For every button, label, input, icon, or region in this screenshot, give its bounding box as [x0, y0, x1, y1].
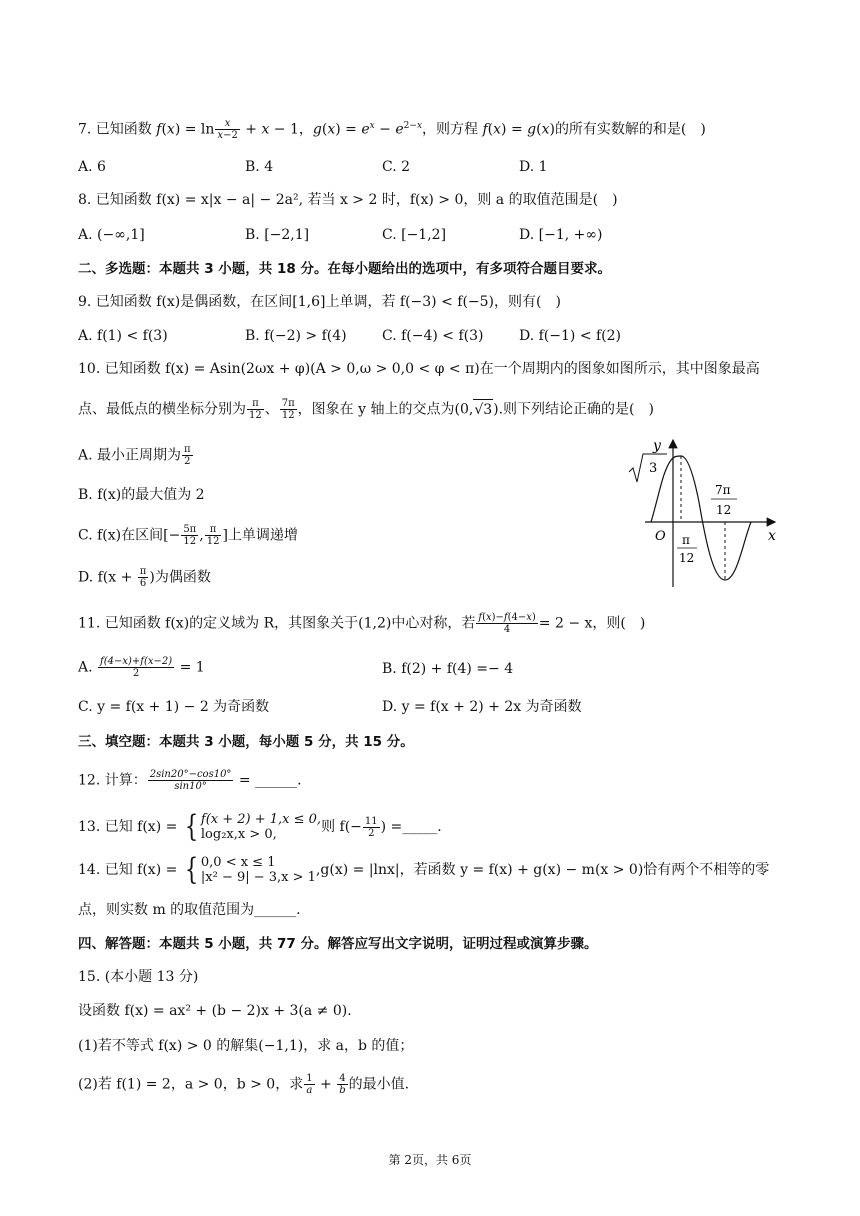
q8-option-a[interactable]: A. (−∞,1] [78, 227, 145, 243]
question-15-part-2: (2)若 f(1) = 2，a > 0，b > 0，求 $\frac{1}{a}$ + $\frac{4}{b}$ 的最小值. [78, 1073, 410, 1096]
twelve-label: 12 [679, 551, 695, 565]
sine-curve [651, 456, 751, 580]
q7-option-a[interactable]: A. 6 [78, 159, 106, 175]
question-10-line-2: 点、最低点的横坐标分别为 $\frac{\pi}{12}$ 、 $\frac{7\pi}{12}$ ，图象在 y 轴上的交点为(0,√3).则下列结论正确的是( ) [78, 398, 654, 421]
question-11-stem: 11. 已知函数 f(x)的定义域为 R，其图象关于(1,2)中心对称，若 $\frac{f(x)-f(4-x)}{4}$ = 2 − x，则( ) [78, 612, 646, 635]
q7-option-d[interactable]: D. 1 [519, 159, 548, 175]
seven-pi-twelve-label: 12 [716, 503, 732, 517]
question-13: 13. 已知 f(x) = { f(x + 2) + 1,x ≤ 0, log₂x,x > 0, 则 f(− $\frac{11}{2}$ ) =_____. [78, 809, 442, 844]
q10-option-d[interactable]: D. f(x + $\frac{\pi}{6}$ )为偶函数 [78, 566, 211, 589]
section-4-heading: 四、解答题：本题共 5 小题，共 77 分。解答应写出文字说明，证明过程或演算步骤。 [78, 936, 598, 952]
q7-option-b[interactable]: B. 4 [245, 159, 274, 175]
section-2-heading: 二、多选题：本题共 3 小题，共 18 分。在每小题给出的选项中，有多项符合题目要求。 [78, 261, 611, 277]
question-15-setup: 设函数 f(x) = ax² + (b − 2)x + 3(a ≠ 0). [78, 1003, 352, 1019]
q11-option-c[interactable]: C. y = f(x + 1) − 2 为奇函数 [78, 699, 270, 715]
q11-option-b[interactable]: B. f(2) + f(4) =− 4 [382, 661, 514, 677]
question-7: 7. 已知函数 f(x) = ln $\frac{x}{x-2}$ + x − 1，$g(x) = e^x - e^{2-x}$，则方程 f(x) = g(x)的所有实数解的和是( ) [78, 116, 778, 141]
sine-graph-figure [625, 432, 785, 592]
q10-option-c[interactable]: C. f(x)在区间[− $\frac{5\pi}{12}$ , $\frac{\pi}{12}$ ]上单调递增 [78, 524, 298, 547]
q9-option-d[interactable]: D. f(−1) < f(2) [519, 328, 622, 344]
q10-option-a[interactable]: A. 最小正周期为 $\frac{\pi}{2}$ [78, 444, 191, 467]
q8-option-d[interactable]: D. [−1, +∞) [519, 227, 603, 243]
fraction-x-over-x-minus-2: $\frac{x}{x-2}$ [217, 118, 238, 142]
q8-option-c[interactable]: C. [−1,2] [382, 227, 447, 243]
q9-option-c[interactable]: C. f(−4) < f(3) [382, 328, 484, 344]
pi-label: π [682, 533, 690, 547]
q7-option-c[interactable]: C. 2 [382, 159, 411, 175]
question-14: 14. 已知 f(x) = { 0,0 < x ≤ 1 |x² − 9| − 3,x > 1 ,g(x) = |lnx|，若函数 y = f(x) + g(x) − m(x > 0)恰有两个不相等的零 [78, 852, 770, 887]
origin-label: O [655, 529, 666, 544]
q11-option-a[interactable]: A. $\frac{f(4-x)+f(x-2)}{2}$ = 1 [78, 656, 205, 679]
y-axis-label: y [653, 438, 661, 454]
q10-option-b[interactable]: B. f(x)的最大值为 2 [78, 487, 205, 503]
question-15-part-1: (1)若不等式 f(x) > 0 的解集(−1,1)，求 a，b 的值； [78, 1038, 414, 1054]
q11-option-d[interactable]: D. y = f(x + 2) + 2x 为奇函数 [382, 699, 582, 715]
section-3-heading: 三、填空题：本题共 3 小题，每小题 5 分，共 15 分。 [78, 734, 414, 750]
question-14-line-2: 点，则实数 m 的取值范围为______. [78, 902, 301, 918]
question-12: 12. 计算： $\frac{2\sin 20^\circ-\cos 10^\circ}{\sin 10^\circ}$ = ______. [78, 769, 302, 792]
question-8-stem: 8. 已知函数 f(x) = x|x − a| − 2a², 若当 x > 2 时，f(x) > 0，则 a 的取值范围是( ) [78, 192, 618, 208]
q8-option-b[interactable]: B. [−2,1] [245, 227, 310, 243]
page-footer: 第 2页，共 6页 [388, 1153, 472, 1167]
seven-pi-label: 7π [715, 483, 731, 497]
question-10-line-1: 10. 已知函数 f(x) = Asin(2ωx + φ)(A > 0,ω > 0,0 < φ < π)在一个周期内的图象如图所示，其中图象最高 [78, 361, 760, 377]
question-15-title: 15. (本小题 13 分) [78, 969, 199, 985]
sqrt3-label: 3 [649, 461, 658, 476]
q9-option-a[interactable]: A. f(1) < f(3) [78, 328, 168, 344]
sqrt-sign [629, 454, 667, 482]
sqrt-3: √3 [473, 399, 493, 420]
question-9-stem: 9. 已知函数 f(x)是偶函数，在区间[1,6]上单调，若 f(−3) < f(−5)，则有( ) [78, 294, 561, 310]
q9-option-b[interactable]: B. f(−2) > f(4) [245, 328, 347, 344]
x-axis-label: x [768, 528, 776, 544]
